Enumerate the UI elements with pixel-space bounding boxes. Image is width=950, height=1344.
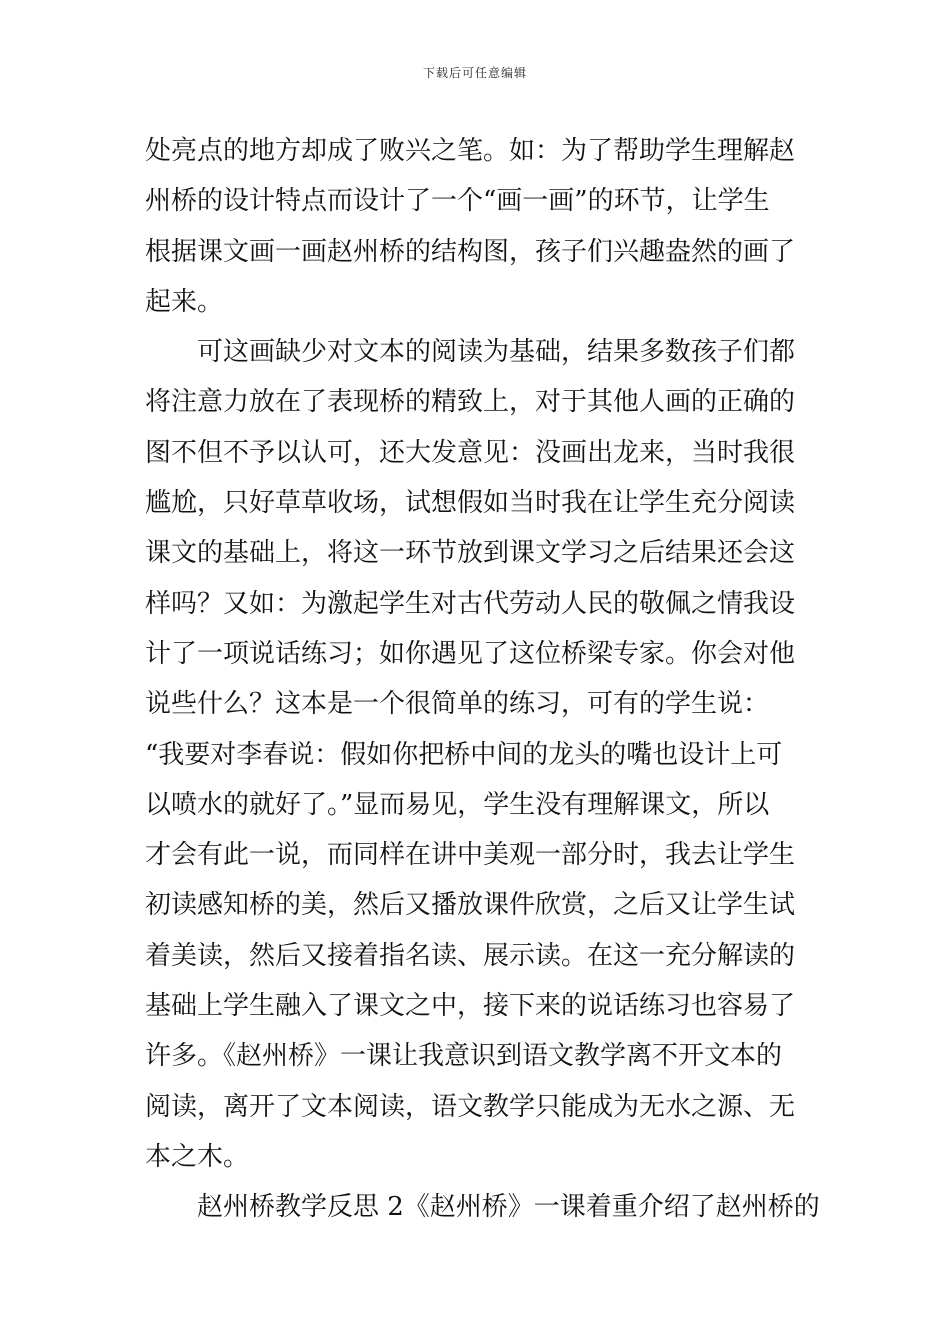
text-line: “我要对李春说：假如你把桥中间的龙头的嘴也设计上可 <box>145 739 783 770</box>
text-line: 将注意力放在了表现桥的精致上，对于其他人画的正确的 <box>145 387 796 418</box>
text-line: 计了一项说话练习；如你遇见了这位桥梁专家。你会对他 <box>145 638 796 669</box>
text-line: 本之木。 <box>145 1141 250 1172</box>
text-line: 以喷水的就好了。”显而易见，学生没有理解课文，所以 <box>145 789 770 820</box>
text-line: 许多。《赵州桥》一课让我意识到语文教学离不开文本的 <box>145 1041 783 1072</box>
text-line: 才会有此一说，而同样在讲中美观一部分时，我去让学生 <box>145 840 796 871</box>
text-line: 样吗？又如：为激起学生对古代劳动人民的敬佩之情我设 <box>145 588 796 619</box>
text-line: 着美读，然后又接着指名读、展示读。在这一充分解读的 <box>145 940 796 971</box>
text-line: 图不但不予以认可，还大发意见：没画出龙来，当时我很 <box>145 437 796 468</box>
text-line: 处亮点的地方却成了败兴之笔。如：为了帮助学生理解赵 <box>145 136 796 166</box>
text-line: 初读感知桥的美，然后又播放课件欣赏，之后又让学生试 <box>145 890 796 921</box>
page-header: 下载后可任意编辑 <box>422 66 527 80</box>
text-line: 起来。 <box>145 286 224 317</box>
text-line: 说些什么？这本是一个很简单的练习，可有的学生说： <box>145 689 770 720</box>
text-line: 根据课文画一画赵州桥的结构图，孩子们兴趣盎然的画了 <box>145 236 796 267</box>
text-line: 课文的基础上，将这一环节放到课文学习之后结果还会这 <box>145 538 796 569</box>
text-line: 基础上学生融入了课文之中，接下来的说话练习也容易了 <box>145 991 796 1022</box>
text-line: 阅读，离开了文本阅读，语文教学只能成为无水之源、无 <box>145 1091 796 1122</box>
text-line: 州桥的设计特点而设计了一个“画一画”的环节，让学生 <box>145 186 770 217</box>
text-line: 可这画缺少对文本的阅读为基础，结果多数孩子们都 <box>145 337 796 368</box>
text-line: 赵州桥教学反思 2《赵州桥》一课着重介绍了赵州桥的 <box>145 1192 820 1223</box>
body-text <box>145 126 820 1233</box>
text-line: 尴尬，只好草草收场，试想假如当时我在让学生充分阅读 <box>145 488 796 519</box>
